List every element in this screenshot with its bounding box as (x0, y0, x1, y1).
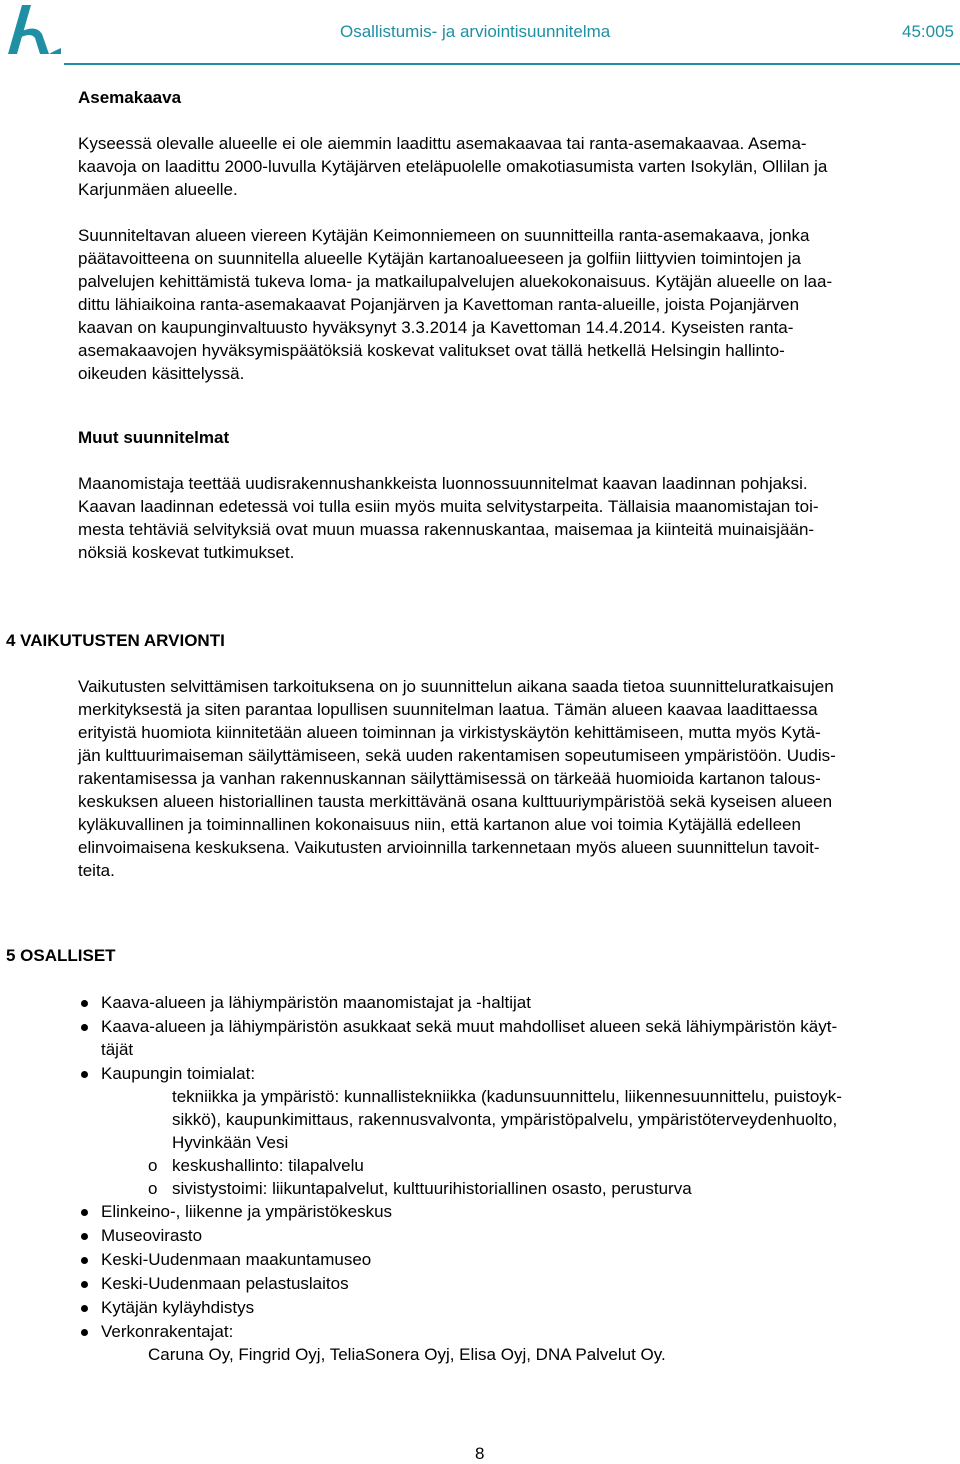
text-line: merkityksestä ja siten parantaa lopullisen suunnitelman laatua. Tämän alueen kaavaa laadittaessa (78, 700, 818, 719)
list-item: Kaava-alueen ja lähiympäristön maanomistajat ja -haltijat (101, 993, 531, 1012)
text-line: kyläkuvallinen ja toiminnallinen kokonaisuus niin, että kartanon alue voi toimia Kytäjällä edelleen (78, 815, 801, 834)
header-document-code: 45:005 (902, 22, 954, 41)
sub-item-text: Caruna Oy, Fingrid Oyj, TeliaSonera Oyj, Elisa Oyj, DNA Palvelut Oy. (148, 1345, 666, 1364)
list-item: Kaava-alueen ja lähiympäristön asukkaat sekä muut mahdolliset alueen sekä lähiympäristön käyt- (101, 1017, 838, 1036)
list-item: Museovirasto (101, 1226, 203, 1245)
company-logo-icon (6, 2, 62, 56)
text-line: Vaikutusten selvittämisen tarkoituksena on jo suunnittelun aikana saada tietoa suunnitteluratkaisujen (78, 677, 834, 696)
sub-item-text: Hyvinkään Vesi (172, 1133, 289, 1152)
list-item: Elinkeino-, liikenne ja ympäristökeskus (101, 1202, 393, 1221)
paragraph-asemakaava-1 (78, 132, 954, 201)
list-item: Kaupungin toimialat: (101, 1064, 256, 1083)
paragraph-asemakaava-2 (78, 224, 954, 385)
sub-list-item: keskushallinto: tilapalvelu (172, 1156, 364, 1175)
text-line: mesta tehtäviä selvityksiä ovat muun muassa rakennuskantaa, maisemaa ja kiinteitä muinaisjään- (78, 520, 815, 539)
page-number: 8 (475, 1444, 485, 1463)
text-line: nöksiä koskevat tutkimukset. (78, 543, 295, 562)
text-line: asemakaavojen hyväksymispäätöksiä koskevat valitukset ovat tällä hetkellä Helsingin hallinto- (78, 341, 785, 360)
sub-item-text: tekniikka ja ympäristö: kunnallistekniikka (kadunsuunnittelu, liikennesuunnittelu, puistoyk- (172, 1087, 842, 1106)
heading-section-4: 4 VAIKUTUSTEN ARVIONTI (6, 631, 225, 650)
text-line: päätavoitteena on suunnitella alueelle Kytäjän kartanoalueeseen ja golfiin liittyvien toimintojen ja (78, 249, 801, 268)
text-line: oikeuden käsittelyssä. (78, 364, 245, 383)
text-line: teita. (78, 861, 115, 880)
text-line: erityistä huomiota kiinnitetään alueen toiminnan ja virkistyskäytön kehittämiseen, mutta myös Kytä- (78, 723, 821, 742)
sub-bullet-marker: o (148, 1179, 158, 1198)
text-line: keskuksen alueen historiallinen tausta merkittävänä osana kulttuuriympäristöä sekä kyseisen alueen (78, 792, 833, 811)
header-divider (64, 63, 960, 65)
paragraph-muut-suunnitelmat (78, 472, 954, 564)
paragraph-section-4 (78, 675, 954, 882)
list-item-continuation: täjät (101, 1040, 134, 1059)
sub-list-item: sivistystoimi: liikuntapalvelut, kulttuurihistoriallinen osasto, perusturva (172, 1179, 692, 1198)
list-item: Keski-Uudenmaan pelastuslaitos (101, 1274, 349, 1293)
bullet-icon (81, 1329, 88, 1336)
sub-item-text: sikkö), kaupunkimittaus, rakennusvalvonta, ympäristöpalvelu, ympäristöterveydenhuolto, (172, 1110, 838, 1129)
text-line: kaavoja on laadittu 2000-luvulla Kytäjärven eteläpuolelle omakotiasumista varten Isokylän, Ollilan ja (78, 157, 828, 176)
text-line: dittu lähiaikoina ranta-asemakaavat Pojanjärven ja Kavettoman ranta-alueille, joista Pojanjärven (78, 295, 800, 314)
text-line: palvelujen kehittämistä tukeva loma- ja matkailupalvelujen aluekokonaisuus. Kytäjän alueelle on laa- (78, 272, 833, 291)
bullet-icon (81, 1024, 88, 1031)
header-document-title: Osallistumis- ja arviointisuunnitelma (340, 22, 611, 41)
bullet-icon (81, 1071, 88, 1078)
heading-muut-suunnitelmat: Muut suunnitelmat (78, 428, 230, 447)
text-line: Kyseessä olevalle alueelle ei ole aiemmin laadittu asemakaavaa tai ranta-asemakaavaa. Asema- (78, 134, 807, 153)
text-line: Maanomistaja teettää uudisrakennushankkeista luonnossuunnitelmat kaavan laadinnan pohjaksi. (78, 474, 808, 493)
heading-asemakaava: Asemakaava (78, 88, 182, 107)
text-line: Suunniteltavan alueen viereen Kytäjän Keimonniemeen on suunnitteilla ranta-asemakaava, jonka (78, 226, 810, 245)
list-item: Keski-Uudenmaan maakuntamuseo (101, 1250, 372, 1269)
list-item: Kytäjän kyläyhdistys (101, 1298, 255, 1317)
bullet-icon (81, 1281, 88, 1288)
heading-section-5: 5 OSALLISET (6, 946, 116, 965)
bullet-icon (81, 1233, 88, 1240)
bullet-icon (81, 1257, 88, 1264)
text-line: elinvoimaisena keskuksena. Vaikutusten arvioinnilla tarkennetaan myös alueen suunnittelun tavoit- (78, 838, 820, 857)
sub-bullet-marker: o (148, 1156, 158, 1175)
text-line: rakentamisessa ja vanhan rakennuskannan säilyttämisessä on tärkeää huomioida kartanon talous- (78, 769, 821, 788)
bullet-icon (81, 1000, 88, 1007)
text-line: jän kulttuurimaiseman säilyttämiseen, sekä uuden rakentamisen sopeutumiseen ympäristöön. Uudis- (78, 746, 836, 765)
bullet-icon (81, 1305, 88, 1312)
text-line: Kaavan laadinnan edetessä voi tulla esiin myös muita selvitystarpeita. Tällaisia maanomistajan toi- (78, 497, 819, 516)
text-line: Karjunmäen alueelle. (78, 180, 238, 199)
bullet-icon (81, 1209, 88, 1216)
text-line: kaavan on kaupunginvaltuusto hyväksynyt 3.3.2014 ja Kavettoman 14.4.2014. Kyseisten ranta- (78, 318, 794, 337)
list-item: Verkonrakentajat: (101, 1322, 234, 1341)
